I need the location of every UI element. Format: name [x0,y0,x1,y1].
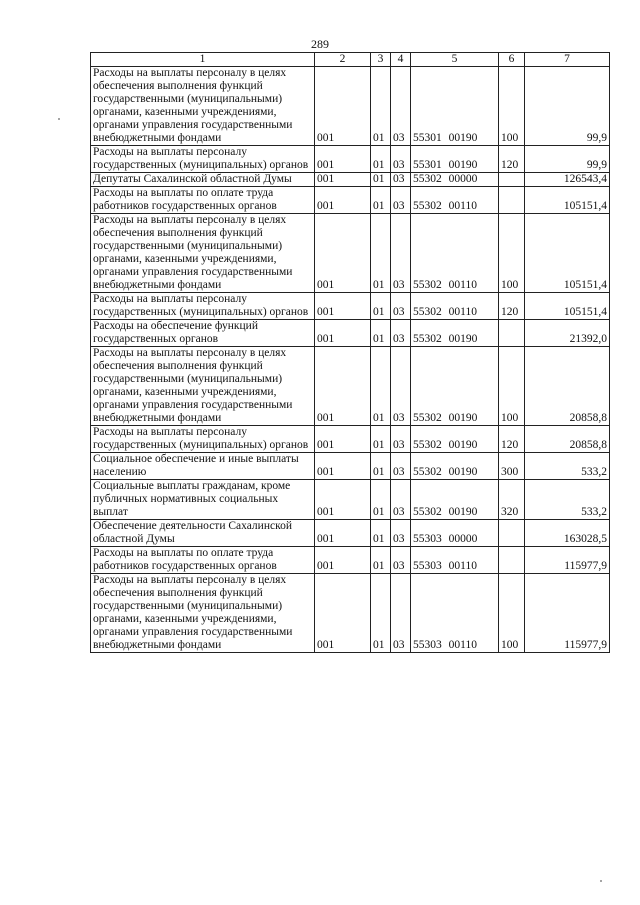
table-row [91,187,610,214]
row-subsection-code: 03 [391,67,411,146]
row-amount: 105151,4 [525,187,610,214]
row-expense-type [499,187,525,214]
row-amount: 105151,4 [525,214,610,293]
scan-speck [600,880,602,882]
table-row [91,480,610,520]
row-department-code: 001 [315,453,371,480]
row-amount: 20858,8 [525,347,610,426]
row-description: Расходы на выплаты персоналу государственных (муниципальных) органов [91,146,315,173]
row-section-code: 01 [371,293,391,320]
row-amount: 20858,8 [525,426,610,453]
row-department-code: 001 [315,67,371,146]
row-section-code: 01 [371,67,391,146]
row-target-article: 55302 00000 [411,173,499,187]
column-header-5: 5 [411,53,499,67]
row-target-article: 55301 00190 [411,146,499,173]
row-amount: 105151,4 [525,293,610,320]
row-amount: 533,2 [525,453,610,480]
row-section-code: 01 [371,214,391,293]
table-row [91,320,610,347]
row-section-code: 01 [371,547,391,574]
row-target-article: 55303 00110 [411,547,499,574]
row-department-code: 001 [315,547,371,574]
row-expense-type [499,547,525,574]
row-amount: 99,9 [525,146,610,173]
table-row [91,67,610,146]
column-header-6: 6 [499,53,525,67]
table-row [91,293,610,320]
row-target-article: 55302 00190 [411,347,499,426]
row-subsection-code: 03 [391,320,411,347]
row-amount: 126543,4 [525,173,610,187]
row-expense-type [499,320,525,347]
row-target-article: 55302 00190 [411,426,499,453]
row-section-code: 01 [371,520,391,547]
row-section-code: 01 [371,173,391,187]
row-amount: 115977,9 [525,574,610,653]
row-section-code: 01 [371,347,391,426]
table-row [91,547,610,574]
table-row [91,347,610,426]
row-description: Социальные выплаты гражданам, кроме публичных нормативных социальных выплат [91,480,315,520]
row-target-article: 55303 00000 [411,520,499,547]
row-department-code: 001 [315,320,371,347]
column-header-2: 2 [315,53,371,67]
row-amount: 21392,0 [525,320,610,347]
row-expense-type: 320 [499,480,525,520]
budget-table [90,52,610,653]
column-header-4: 4 [391,53,411,67]
row-department-code: 001 [315,187,371,214]
row-subsection-code: 03 [391,547,411,574]
row-description: Расходы на выплаты персоналу в целях обеспечения выполнения функций государственными (муниципальными) органами, казенными учреждениями, органами управления государственными внебюджетными фондами [91,67,315,146]
column-header-3: 3 [371,53,391,67]
row-amount: 163028,5 [525,520,610,547]
table-row [91,520,610,547]
row-description: Расходы на выплаты персоналу государственных (муниципальных) органов [91,426,315,453]
table-body [91,67,610,653]
row-target-article: 55303 00110 [411,574,499,653]
row-expense-type: 100 [499,347,525,426]
row-target-article: 55302 00110 [411,293,499,320]
row-subsection-code: 03 [391,214,411,293]
row-target-article: 55302 00190 [411,453,499,480]
row-section-code: 01 [371,453,391,480]
table-row [91,146,610,173]
row-description: Расходы на выплаты персоналу государственных (муниципальных) органов [91,293,315,320]
page-number: 289 [311,37,329,51]
row-expense-type [499,520,525,547]
table-row [91,173,610,187]
row-department-code: 001 [315,574,371,653]
row-expense-type: 120 [499,146,525,173]
row-department-code: 001 [315,214,371,293]
row-target-article: 55302 00110 [411,187,499,214]
row-expense-type: 100 [499,67,525,146]
row-description: Расходы на выплаты по оплате труда работников государственных органов [91,187,315,214]
row-department-code: 001 [315,347,371,426]
row-department-code: 001 [315,520,371,547]
table-row [91,214,610,293]
row-section-code: 01 [371,320,391,347]
row-subsection-code: 03 [391,480,411,520]
row-expense-type: 120 [499,293,525,320]
row-subsection-code: 03 [391,347,411,426]
row-subsection-code: 03 [391,520,411,547]
row-section-code: 01 [371,187,391,214]
row-description: Расходы на выплаты персоналу в целях обеспечения выполнения функций государственными (муниципальными) органами, казенными учреждениями, органами управления государственными внебюджетными фондами [91,574,315,653]
row-description: Расходы на выплаты по оплате труда работников государственных органов [91,547,315,574]
table-row [91,426,610,453]
row-expense-type: 100 [499,214,525,293]
row-section-code: 01 [371,146,391,173]
row-section-code: 01 [371,426,391,453]
row-target-article: 55302 00110 [411,214,499,293]
header-row [91,53,610,67]
row-target-article: 55301 00190 [411,67,499,146]
row-amount: 115977,9 [525,547,610,574]
row-department-code: 001 [315,480,371,520]
row-subsection-code: 03 [391,453,411,480]
row-target-article: 55302 00190 [411,320,499,347]
row-amount: 533,2 [525,480,610,520]
row-description: Расходы на выплаты персоналу в целях обеспечения выполнения функций государственными (муниципальными) органами, казенными учреждениями, органами управления государственными внебюджетными фондами [91,214,315,293]
row-section-code: 01 [371,574,391,653]
row-subsection-code: 03 [391,187,411,214]
row-department-code: 001 [315,426,371,453]
scan-speck [58,118,60,120]
row-expense-type [499,173,525,187]
row-expense-type: 300 [499,453,525,480]
row-department-code: 001 [315,146,371,173]
row-subsection-code: 03 [391,173,411,187]
row-description: Расходы на выплаты персоналу в целях обеспечения выполнения функций государственными (муниципальными) органами, казенными учреждениями, органами управления государственными внебюджетными фондами [91,347,315,426]
row-expense-type: 100 [499,574,525,653]
row-subsection-code: 03 [391,293,411,320]
row-subsection-code: 03 [391,426,411,453]
row-description: Социальное обеспечение и иные выплаты населению [91,453,315,480]
column-header-1: 1 [91,53,315,67]
table-row [91,574,610,653]
row-subsection-code: 03 [391,574,411,653]
row-target-article: 55302 00190 [411,480,499,520]
row-section-code: 01 [371,480,391,520]
column-header-7: 7 [525,53,610,67]
row-department-code: 001 [315,173,371,187]
row-expense-type: 120 [499,426,525,453]
row-description: Обеспечение деятельности Сахалинской областной Думы [91,520,315,547]
row-description: Депутаты Сахалинской областной Думы [91,173,315,187]
row-department-code: 001 [315,293,371,320]
row-subsection-code: 03 [391,146,411,173]
table-row [91,453,610,480]
row-amount: 99,9 [525,67,610,146]
row-description: Расходы на обеспечение функций государственных органов [91,320,315,347]
